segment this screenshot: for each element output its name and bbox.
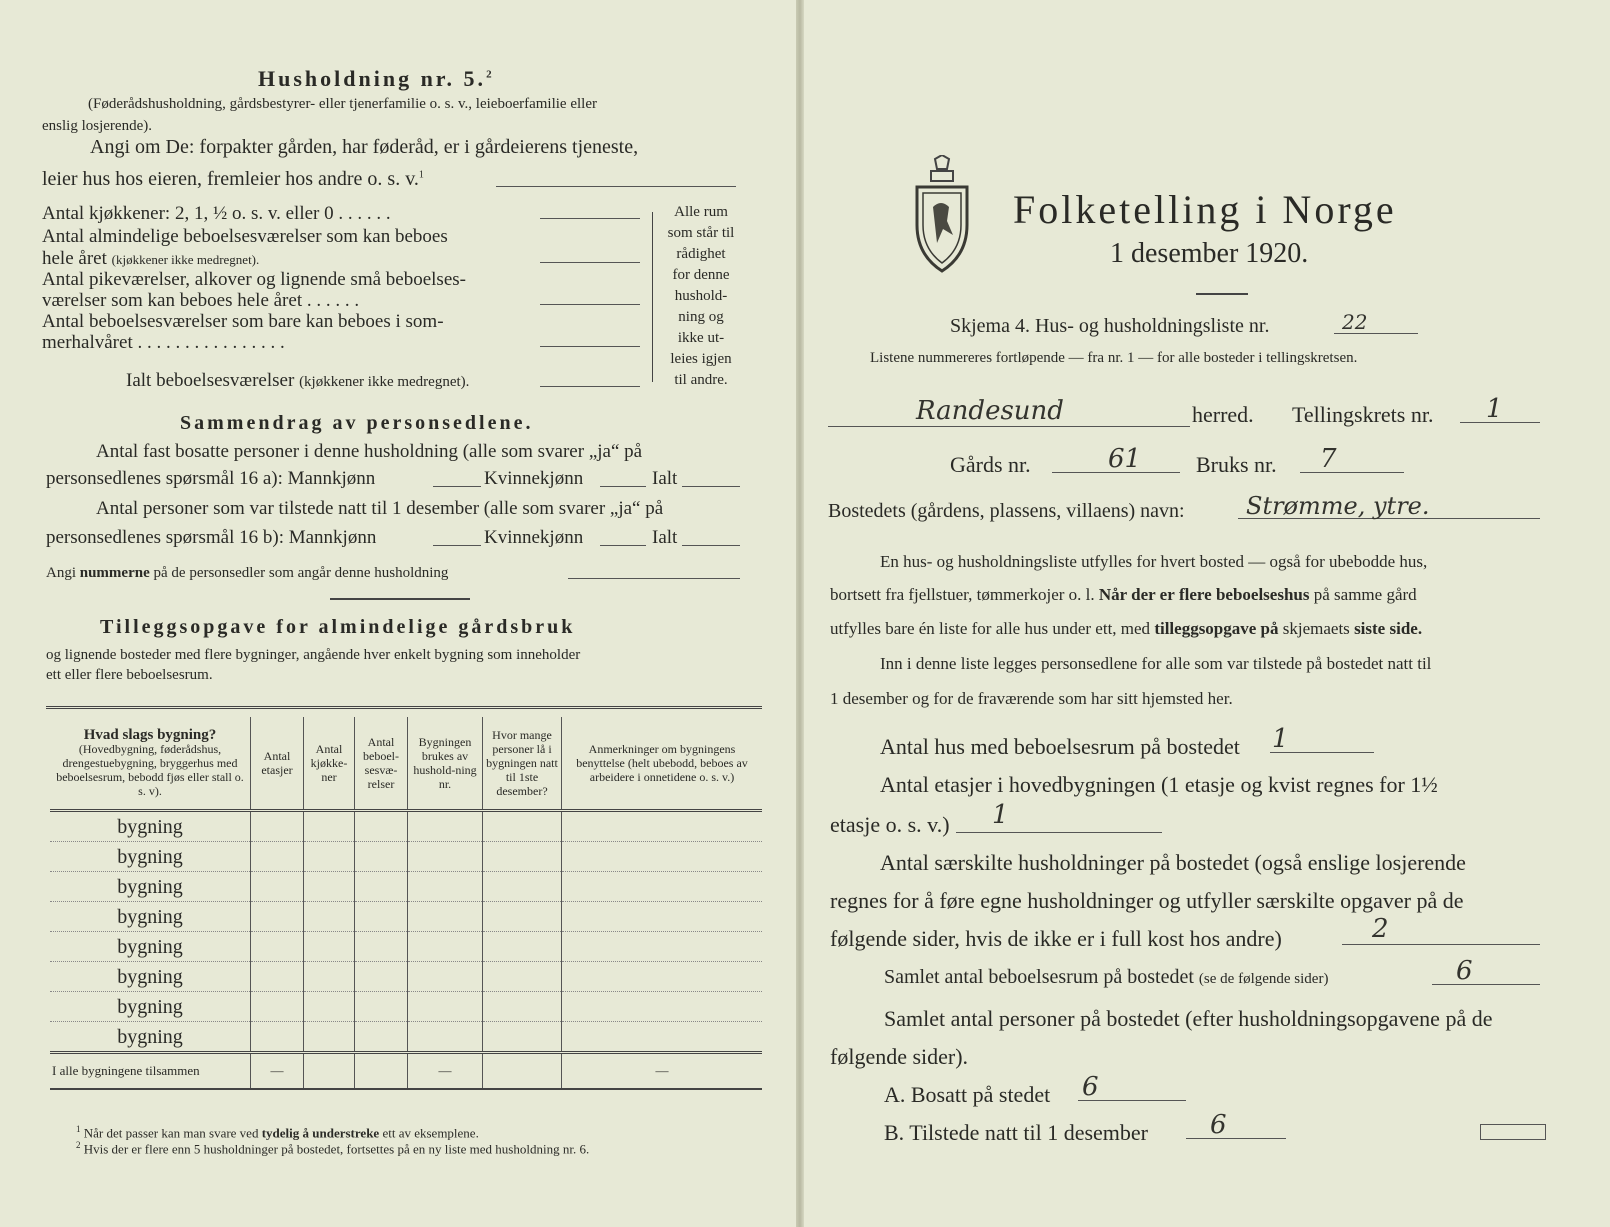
rooms-small: Antal pikeværelser, alkover og lignende små beboelses- [42,269,466,290]
hush-line-1: Antal særskilte husholdninger på bostedet (også enslige losjerende [880,850,1466,875]
census-date: 1 desember 1920. [1110,238,1309,269]
col-personer: Hvor mange personer lå i bygningen natt til 1ste desember? [483,717,562,811]
printer-stamp [1480,1124,1546,1140]
skjema-line [1334,333,1418,334]
etasjer-line-1: Antal etasjer i hovedbygningen (1 etasje og kvist regnes for 1½ [880,772,1438,797]
bruks-label: Bruks nr. [1196,452,1277,477]
col-anmerkninger: Anmerkninger om bygningens benyttelse (helt ubebodd, beboes av arbeidere i onnetidene o. s. v.) [562,717,763,811]
herred-label: herred. [1192,402,1254,427]
table-row: bygning [50,992,762,1022]
page-fold [796,0,804,1227]
antal-hus-value: 1 [1272,724,1289,754]
tilstede-label: B. Tilstede natt til 1 desember [884,1120,1148,1145]
info-line-2: bortsett fra fjellstuer, tømmerkojer o. l. Når der er flere beboelseshus på samme gård [830,585,1417,604]
title-divider [1196,293,1248,295]
p1-kvinne: Kvinnekjønn [484,468,584,489]
total-anmerkninger: — [562,1053,763,1090]
rooms-line-4 [540,346,640,347]
p2-kvinne-line [600,545,646,546]
tilstede-value: 6 [1210,1110,1227,1140]
table-row: bygning [50,902,762,932]
p1-ialt-line [682,486,740,487]
tilstede-line [1186,1138,1286,1139]
table-row: bygning [50,932,762,962]
tellingskrets-label: Tellingskrets nr. [1292,402,1434,427]
angi-line-1: Angi om De: forpakter gården, har føderåd, er i gårdeierens tjeneste, [90,136,639,158]
p1-ialt: Ialt [652,468,678,489]
table-row: bygning [50,872,762,902]
household-subtitle: (Føderådshusholdning, gårdsbestyrer- eller tjenerfamilie o. s. v., leieboerfamilie eller [88,96,597,112]
rooms-brace [652,212,653,382]
info-line-1: En hus- og husholdningsliste utfylles for hvert bosted — også for ubebodde hus, [880,552,1428,571]
table-top-rule [46,706,762,709]
skjema-label: Skjema 4. Hus- og husholdningsliste nr. [950,315,1270,337]
bosatt-value: 6 [1082,1072,1099,1102]
summary-heading: Sammendrag av personsedlene. [180,412,534,434]
angi-line-2: leier hus hos eieren, fremleier hos andre o. s. v.$^1$ [42,168,424,190]
p2-mann-line [433,545,481,546]
section-divider [330,598,470,600]
side-note: Alle rum som står til rådighet for denne hushold- ning og ikke ut- leies igjen til andre. [667,204,735,388]
rooms-line-1 [540,218,640,219]
angi-answer-line [496,186,736,187]
listene-note: Listene nummereres fortløpende — fra nr. 1 — for alle bosteder i tellingskretsen. [870,350,1358,366]
pers-line-2: følgende sider). [830,1044,969,1069]
antal-hus-label: Antal hus med beboelsesrum på bostedet [880,734,1240,759]
rooms-ordinary-2: hele året (kjøkkener ikke medregnet). [42,248,260,269]
rooms-summer: Antal beboelsesværelser som bare kan beboes i som- [42,311,444,332]
col-kjokkener: Antal kjøkke-ner [304,717,355,811]
info-line-4: Inn i denne liste legges personsedlene for alle som var tilstede på bostedet natt til [880,654,1432,673]
rooms-ordinary: Antal almindelige beboelsesværelser som kan beboes [42,226,448,247]
footnote-2: $^2$ Hvis der er flere enn 5 husholdninger på bostedet, fortsettes på en ny liste med husholdning nr. 6. [76,1140,590,1157]
hush-line-2: regnes for å føre egne husholdninger og utfyller særskilte opgaver på de [830,888,1464,913]
gards-label: Gårds nr. [950,452,1031,477]
info-line-5: 1 desember og for de fraværende som har sitt hjemsted her. [830,689,1233,708]
hush-line-3: følgende sider, hvis de ikke er i full kost hos andre) [830,926,1282,951]
skjema-value: 22 [1342,310,1368,334]
summary-p1b: personsedlenes spørsmål 16 a): Mannkjønn [46,468,376,489]
col-husholdning: Bygningen brukes av hushold-ning nr. [408,717,483,811]
table-row: bygning [50,811,762,842]
bosted-value: Strømme, ytre. [1246,492,1430,520]
bruks-value: 7 [1320,444,1337,474]
tillegg-heading: Tilleggsopgave for almindelige gårdsbruk [100,616,576,638]
col-beboelsesvaerelser: Antal beboel-sesvæ-relser [355,717,408,811]
col-etasjer: Antal etasjer [251,717,304,811]
nummerne-line [568,578,740,579]
summary-p2b: personsedlenes spørsmål 16 b): Mannkjønn [46,527,377,548]
summary-p2a: Antal personer som var tilstede natt til 1 desember (alle som svarer „ja“ på [96,498,664,519]
tellingskrets-value: 1 [1486,394,1503,424]
table-total-row [50,1053,762,1090]
tillegg-sub1: og lignende bosteder med flere bygninger, angående hver enkelt bygning som inneholder [46,647,581,663]
col-building-type: Hvad slags bygning? (Hovedbygning, føderådshus, drengestuebygning, bryggerhus med beboelsesrum, bebodd fjøs eller stall o. s. v). [50,717,251,811]
p2-ialt-line [682,545,740,546]
building-table [50,717,762,1090]
rooms-total: Ialt beboelsesværelser (kjøkkener ikke medregnet). [126,370,470,391]
rum-line [1432,984,1540,985]
p1-kvinne-line [600,486,646,487]
pers-line-1: Samlet antal personer på bostedet (efter husholdningsopgavene på de [884,1006,1493,1031]
etasjer-line-2: etasje o. s. v.) [830,812,950,837]
herred-line [828,426,1190,427]
herred-value: Randesund [916,396,1064,426]
household-title: Husholdning nr. 5.$^2$ [258,66,495,91]
household-subtitle-2: enslig losjerende). [42,118,152,134]
census-title: Folketelling i Norge [1013,187,1397,232]
total-label: I alle bygningene tilsammen [50,1053,251,1090]
coat-of-arms-icon [913,155,971,273]
summary-p1a: Antal fast bosatte personer i denne husholdning (alle som svarer „ja“ på [96,441,643,462]
gards-value: 61 [1108,444,1142,474]
total-husholdning: — [408,1053,483,1090]
rooms-small-2: værelser som kan beboes hele året . . . . . . [42,290,360,311]
p2-kvinne: Kvinnekjønn [484,527,584,548]
etasjer-answer-line [956,832,1162,833]
p2-ialt: Ialt [652,527,678,548]
tillegg-sub2: ett eller flere beboelsesrum. [46,667,213,683]
table-row: bygning [50,962,762,992]
bosatt-label: A. Bosatt på stedet [884,1082,1051,1107]
rooms-kitchens: Antal kjøkkener: 2, 1, ½ o. s. v. eller 0 . . . . . . [42,203,391,224]
info-line-3: utfylles bare én liste for alle hus under ett, med tilleggsopgave på skjemaets siste side. [830,619,1423,638]
footnote-1: $^1$ Når det passer kan man svare ved tydelig å understreke ett av eksemplene. [76,1124,479,1141]
hush-answer-line [1342,944,1540,945]
bosted-label: Bostedets (gårdens, plassens, villaens) navn: [828,500,1185,522]
hush-value: 2 [1372,914,1389,944]
table-row: bygning [50,842,762,872]
total-etasjer: — [251,1053,304,1090]
rum-label: Samlet antal beboelsesrum på bostedet (se de følgende sider) [884,966,1329,988]
bruks-line [1300,472,1404,473]
rooms-summer-2: merhalvåret . . . . . . . . . . . . . . . . [42,332,285,353]
rum-value: 6 [1456,956,1473,986]
etasjer-value: 1 [992,800,1009,830]
rooms-line-3 [540,304,640,305]
table-row: bygning [50,1022,762,1053]
rooms-line-2 [540,262,640,263]
p1-mann-line [433,486,481,487]
rooms-line-5 [540,386,640,387]
angi-nummerne: Angi nummerne på de personsedler som angår denne husholdning [46,565,449,581]
